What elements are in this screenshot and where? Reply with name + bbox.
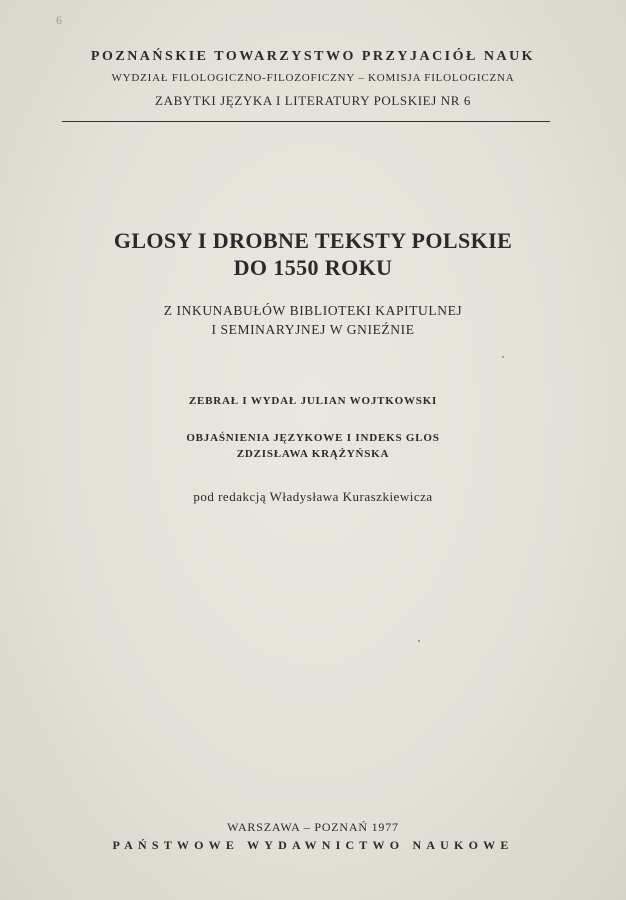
redaction-credit: pod redakcją Władysława Kuraszkiewicza xyxy=(193,489,433,504)
publisher-name: PAŃSTWOWE WYDAWNICTWO NAUKOWE xyxy=(112,838,514,852)
place-and-year: WARSZAWA – POZNAŃ 1977 xyxy=(227,820,399,834)
subtitle-line-2: I SEMINARYJNEJ W GNIEŹNIE xyxy=(211,322,415,337)
book-title-line-1: GLOSY I DROBNE TEKSTY POLSKIE xyxy=(113,228,513,253)
pencil-mark: 6 xyxy=(56,13,62,27)
explanations-credit-line-1: OBJAŚNIENIA JĘZYKOWE I INDEKS GLOS xyxy=(186,432,440,444)
department-name: WYDZIAŁ FILOLOGICZNO-FILOZOFICZNY – KOMISJA FILOLOGICZNA xyxy=(111,72,515,84)
explanations-credit-line-2: ZDZISŁAWA KRĄŻYŃSKA xyxy=(236,448,390,460)
book-title-line-2: DO 1550 ROKU xyxy=(233,255,393,280)
header-divider xyxy=(62,121,550,122)
subtitle-line-1: Z INKUNABUŁÓW BIBLIOTEKI KAPITULNEJ xyxy=(163,303,463,318)
editor-credit: ZEBRAŁ I WYDAŁ JULIAN WOJTKOWSKI xyxy=(188,395,438,407)
organization-name: POZNAŃSKIE TOWARZYSTWO PRZYJACIÓŁ NAUK xyxy=(90,49,536,64)
paper-speck xyxy=(418,640,420,642)
paper-speck xyxy=(502,356,504,358)
series-title: ZABYTKI JĘZYKA I LITERATURY POLSKIEJ NR 6 xyxy=(155,93,471,108)
